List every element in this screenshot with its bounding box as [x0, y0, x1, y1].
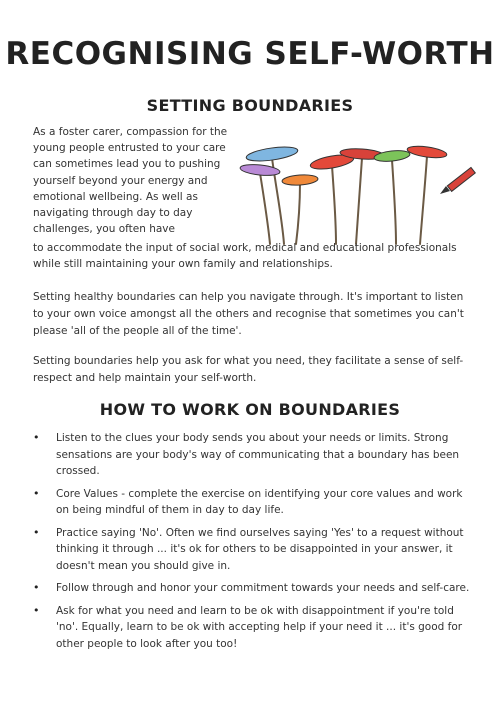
- list-item: [33, 430, 473, 480]
- bullet-icon: •: [33, 486, 40, 500]
- spinning-plates-icon: [232, 128, 480, 246]
- paragraph-healthy-boundaries: Setting healthy boundaries can help you navigate through. It's important to listen to your own voice amongst all the others and recognise that sometimes you can't please 'all of the people all of the time'.: [33, 291, 464, 337]
- list-item: [33, 580, 473, 597]
- list-item: [33, 486, 473, 519]
- paragraph-ask-for-what-you-need: Setting boundaries help you ask for what you need, they facilitate a sense of self-respect and help maintain your self-worth.: [33, 355, 464, 384]
- intro-paragraph: As a foster carer, compassion for the young people entrusted to your care can sometimes lead you to pushing yourself beyond your energy and emotional wellbeing. As well as navigating through day to day challenges, you often have: [33, 126, 228, 236]
- bullet-icon: •: [33, 603, 40, 617]
- list-item-text: Core Values - complete the exercise on identifying your core values and work on being mindful of them in day to day life.: [56, 487, 463, 516]
- intro-paragraph-continued: to accommodate the input of social work, medical and educational professionals while still maintaining your own family and relationships.: [33, 242, 457, 271]
- bullet-icon: •: [33, 431, 40, 444]
- list-item: [33, 603, 473, 653]
- list-item-text: Ask for what you need and learn to be ok with disappointment if you're told 'no'. Equally, learn to be ok with accepting help if your need it ... it's good for other people to look after you too!: [56, 604, 463, 650]
- list-item: [33, 525, 473, 575]
- list-item-text: Follow through and honor your commitment towards your needs and self-care.: [56, 582, 470, 594]
- list-item-text: Practice saying 'No'. Often we find ourselves saying 'Yes' to a request without thinking it through ... it's ok for others to be disappointed in your answer, it doesn't mean you should give in.: [56, 526, 464, 572]
- boundaries-tips-list: [33, 430, 473, 658]
- page-title: RECOGNISING SELF-WORTH: [5, 36, 495, 72]
- bullet-icon: •: [33, 581, 40, 594]
- list-item-text: Listen to the clues your body sends you about your needs or limits. Strong sensations are your body's way of communicating that a boundary has been crossed.: [56, 432, 460, 477]
- pencil-icon: [440, 167, 475, 194]
- section-heading-setting-boundaries: SETTING BOUNDARIES: [146, 96, 354, 115]
- section-heading-how-to-work-on-boundaries: HOW TO WORK ON BOUNDARIES: [99, 400, 401, 419]
- bullet-icon: •: [33, 525, 40, 539]
